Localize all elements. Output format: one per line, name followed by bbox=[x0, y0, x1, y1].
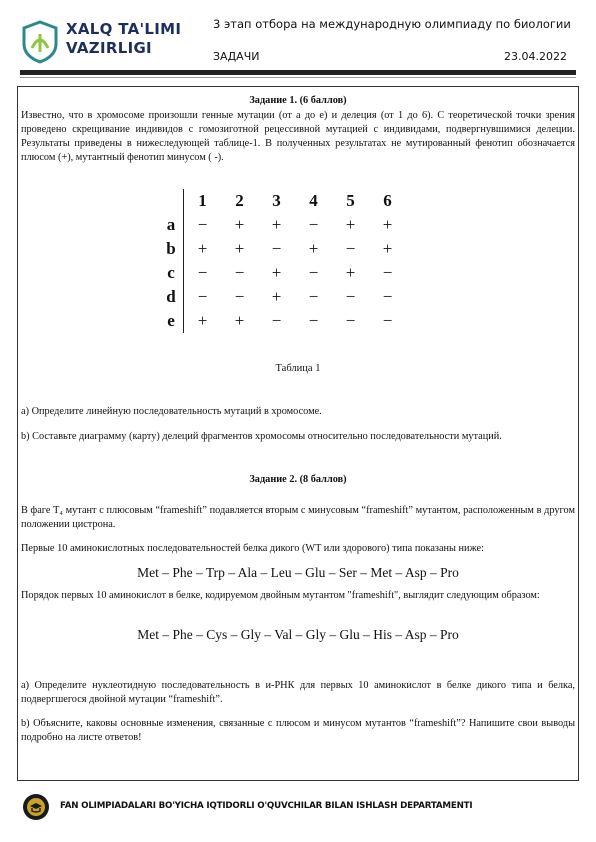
table-cell: − bbox=[271, 311, 282, 330]
table-cell: − bbox=[271, 239, 282, 258]
table-row-label: e bbox=[159, 309, 184, 333]
task2-paragraph-2: Первые 10 аминокислотных последовательностей белка дикого (WT или здорового) типа показаны ниже: bbox=[21, 543, 484, 554]
table-col-header: 5 bbox=[346, 191, 355, 210]
table-cell: − bbox=[308, 287, 319, 306]
footer-text: FAN OLIMPIADALARI BO'YICHA IQTIDORLI O'QUVCHILAR BILAN ISHLASH DEPARTAMENTI bbox=[60, 801, 473, 811]
task1-question-a: а) Определите линейную последовательность мутаций в хромосоме. bbox=[21, 406, 322, 417]
table-cell: + bbox=[197, 311, 208, 330]
task2-paragraph-3: Порядок первых 10 аминокислот в белке, кодируемом двойным мутантом "frameshift", выглядит следующим образом: bbox=[21, 590, 540, 601]
table-caption: Таблица 1 bbox=[275, 363, 321, 374]
table-cell: − bbox=[382, 311, 393, 330]
table-row bbox=[159, 261, 406, 285]
table-cell: − bbox=[345, 287, 356, 306]
mutation-table bbox=[159, 189, 407, 333]
table-row-label: b bbox=[159, 237, 184, 261]
table-cell: − bbox=[197, 215, 208, 234]
table-cell: + bbox=[382, 215, 393, 234]
org-line1: XALQ TA'LIMI bbox=[66, 20, 182, 38]
table-cell: + bbox=[234, 215, 245, 234]
table-cell: − bbox=[234, 287, 245, 306]
table-cell: + bbox=[234, 311, 245, 330]
table-cell: − bbox=[382, 263, 393, 282]
table-header-row bbox=[159, 189, 406, 213]
table-cell: + bbox=[271, 215, 282, 234]
table-row bbox=[159, 285, 406, 309]
table-row-label: a bbox=[159, 213, 184, 237]
department-emblem bbox=[22, 793, 50, 821]
table-cell: − bbox=[382, 287, 393, 306]
table-cell: + bbox=[308, 239, 319, 258]
org-name bbox=[66, 20, 181, 58]
table-col-header: 4 bbox=[309, 191, 318, 210]
table-cell: − bbox=[308, 215, 319, 234]
table-cell: + bbox=[382, 239, 393, 258]
table-cell: + bbox=[234, 239, 245, 258]
table-cell: + bbox=[271, 263, 282, 282]
header-rule bbox=[20, 70, 576, 75]
table-col-header: 1 bbox=[198, 191, 207, 210]
table-cell: − bbox=[197, 287, 208, 306]
task2-question-a: а) Определите нуклеотидную последовательность в и-РНК для первых 10 аминокислот в белке дикого типа и белка, подвергшегося двойной мутации “frameshift”. bbox=[21, 680, 575, 705]
mutant-sequence: Met – Phe – Cys – Gly – Val – Gly – Glu – His – Asp – Pro bbox=[137, 627, 459, 642]
table-col-header: 2 bbox=[235, 191, 244, 210]
table-row-label: c bbox=[159, 261, 184, 285]
table-cell: − bbox=[197, 263, 208, 282]
table-cell: + bbox=[271, 287, 282, 306]
table-cell: − bbox=[308, 263, 319, 282]
page-subtitle: ЗАДАЧИ bbox=[213, 50, 260, 63]
task2-question-b: b) Объясните, каковы основные изменения, связанные с плюсом и минусом мутантов “frameshift”? Напишите свои выводы подробно на листе ответов! bbox=[21, 718, 575, 743]
org-line2: VAZIRLIGI bbox=[66, 39, 152, 57]
table-cell: − bbox=[308, 311, 319, 330]
table-cell: + bbox=[345, 215, 356, 234]
task2-paragraph-1: В фаге T₄ мутант с плюсовым “frameshift” подавляется вторым с минусовым “frameshift” мутантом, расположенным в другом положении цистрона. bbox=[21, 505, 575, 530]
table-cell: − bbox=[345, 239, 356, 258]
task1-intro: Известно, что в хромосоме произошли генные мутации (от a до e) и делеция (от 1 до 6). С теоретической точки зрения проведено скрещивание индивидов с гомозиготной рецессивной мутацией с индивидами, подвергнувшимися делеции. Результаты приведены в нижеследующей таблице-1. В полученных результатах не мутированный фенотип обозначается плюсом (+), мутантный фенотип минусом ( -). bbox=[21, 110, 575, 163]
table-corner bbox=[159, 189, 184, 213]
ministry-logo bbox=[20, 18, 60, 64]
table-cell: + bbox=[197, 239, 208, 258]
table-cell: − bbox=[345, 311, 356, 330]
task1-question-b: b) Составьте диаграмму (карту) делеций фрагментов хромосомы относительно последовательности мутаций. bbox=[21, 431, 502, 442]
header-rule-thin bbox=[20, 77, 576, 78]
wild-type-sequence: Met – Phe – Trp – Ala – Leu – Glu – Ser – Met – Asp – Pro bbox=[137, 565, 459, 580]
table-cell: + bbox=[345, 263, 356, 282]
table-row bbox=[159, 213, 406, 237]
table-col-header: 6 bbox=[383, 191, 392, 210]
table-row bbox=[159, 237, 406, 261]
date: 23.04.2022 bbox=[504, 50, 567, 63]
table-col-header: 3 bbox=[272, 191, 281, 210]
table-row bbox=[159, 309, 406, 333]
table-cell: − bbox=[234, 263, 245, 282]
task2-heading: Задание 2. (8 баллов) bbox=[249, 474, 347, 485]
task1-heading: Задание 1. (6 баллов) bbox=[249, 95, 347, 106]
content-frame bbox=[17, 86, 579, 781]
page-title: 3 этап отбора на международную олимпиаду по биологии bbox=[213, 17, 571, 31]
table-row-label: d bbox=[159, 285, 184, 309]
